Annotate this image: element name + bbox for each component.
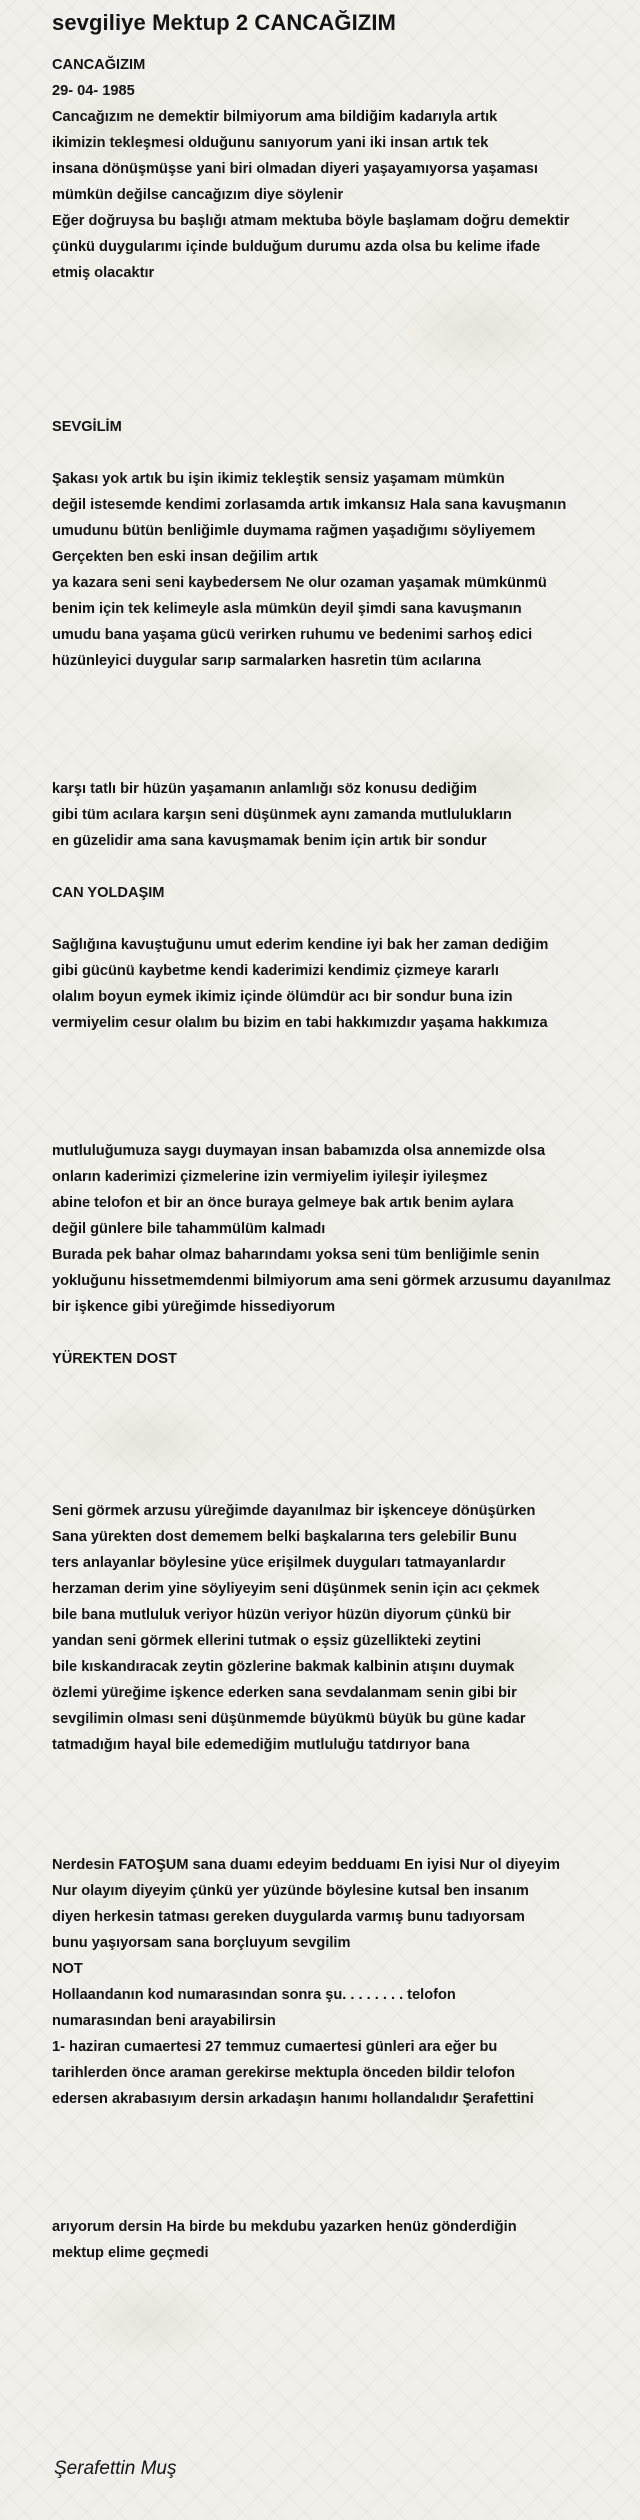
poem-line: Nerdesin FATOŞUM sana duamı edeyim bedduamı En iyisi Nur ol diyeyim <box>52 1857 560 1873</box>
poem-line: insana dönüşmüşse yani biri olmadan diyeri yaşayamıyorsa yaşaması <box>52 161 538 177</box>
poem-line: yandan seni görmek ellerini tutmak o eşsiz güzellikteki zeytini <box>52 1633 482 1649</box>
poem-line: sevgilimin olması seni düşünmemde büyükmü büyük bu güne kadar <box>52 1711 526 1727</box>
poem-line: Hollaandanın kod numarasından sonra şu. . . . . . . . telofon <box>52 1987 456 2003</box>
poem-line: numarasından beni arayabilirsin <box>52 2013 276 2029</box>
poem-line: tatmadığım hayal bile edemediğim mutluluğu tatdırıyor bana <box>52 1737 470 1753</box>
poem-line: bile bana mutluluk veriyor hüzün veriyor hüzün diyorum çünkü bir <box>52 1607 511 1623</box>
poem-line: etmiş olacaktır <box>52 265 155 281</box>
poem-line: yokluğunu hissetmemdenmi bilmiyorum ama seni görmek arzusumu dayanılmaz <box>52 1273 611 1289</box>
poem-line: Sana yürekten dost dememem belki başkalarına ters gelebilir Bunu <box>52 1529 517 1545</box>
poem-line: en güzelidir ama sana kavuşmamak benim için artık bir sondur <box>52 833 487 849</box>
poem-line: Nur olayım diyeyim çünkü yer yüzünde böylesine kutsal ben insanım <box>52 1883 529 1899</box>
poem-line: olalım boyun eymek ikimiz içinde ölümdür acı bir sondur buna izin <box>52 989 513 1005</box>
poem-line: bile kıskandıracak zeytin gözlerine bakmak kalbinin atışını duymak <box>52 1659 515 1675</box>
poem-line: mektup elime geçmedi <box>52 2245 209 2261</box>
poem-line: abine telofon et bir an önce buraya gelmeye bak artık benim aylara <box>52 1195 514 1211</box>
poem-line: YÜREKTEN DOST <box>52 1351 177 1367</box>
poem-line: Eğer doğruysa bu başlığı atmam mektuba böyle başlamam doğru demektir <box>52 213 570 229</box>
poem-line: Gerçekten ben eski insan değilim artık <box>52 549 319 565</box>
poem-line: çünkü duygularımı içinde bulduğum durumu azda olsa bu kelime ifade <box>52 239 541 255</box>
poem-line: hüzünleyici duygular sarıp sarmalarken hasretin tüm acılarına <box>52 653 482 669</box>
poem-line: CAN YOLDAŞIM <box>52 885 165 901</box>
poem-line: NOT <box>52 1961 83 1977</box>
poem-line: diyen herkesin tatması gereken duygularda varmış bunu tadıyorsam <box>52 1909 525 1925</box>
poem-line: arıyorum dersin Ha birde bu mekdubu yazarken henüz gönderdiğin <box>52 2219 517 2235</box>
poem-line: mümkün değilse cancağızım diye söylenir <box>52 187 344 203</box>
poem-line: umudunu bütün benliğimle duymama rağmen yaşadığımı söyliyemem <box>52 523 536 539</box>
poem-line: SEVGİLİM <box>52 419 122 435</box>
poem-line: CANCAĞIZIM <box>52 57 146 73</box>
poem-line: gibi gücünü kaybetme kendi kaderimizi kendimiz çizmeye kararlı <box>52 963 499 979</box>
poem-line: ikimizin tekleşmesi olduğunu sanıyorum yani iki insan artık tek <box>52 135 489 151</box>
poem-line: Cancağızım ne demektir bilmiyorum ama bildiğim kadarıyla artık <box>52 109 498 125</box>
poem-line: Seni görmek arzusu yüreğimde dayanılmaz bir işkenceye dönüşürken <box>52 1503 536 1519</box>
poem-line: Şakası yok artık bu işin ikimiz tekleştik sensiz yaşamam mümkün <box>52 471 505 487</box>
poem-line: ya kazara seni seni kaybedersem Ne olur ozaman yaşamak mümkünmü <box>52 575 547 591</box>
poem-line: değil günlere bile tahammülüm kalmadı <box>52 1221 326 1237</box>
poem-line: mutluluğumuza saygı duymayan insan babamızda olsa annemizde olsa <box>52 1143 546 1159</box>
poem-line: değil istesemde kendimi zorlasamda artık imkansız Hala sana kavuşmanın <box>52 497 567 513</box>
poem-line: karşı tatlı bir hüzün yaşamanın anlamlığı söz konusu dediğim <box>52 781 477 797</box>
poem-line: bir işkence gibi yüreğimde hissediyorum <box>52 1299 336 1315</box>
poem-line: özlemi yüreğime işkence ederken sana sevdalanmam senin gibi bir <box>52 1685 517 1701</box>
poem-line: gibi tüm acılara karşın seni düşünmek aynı zamanda mutlulukların <box>52 807 512 823</box>
poem-line: benim için tek kelimeyle asla mümkün deyil şimdi sana kavuşmanın <box>52 601 522 617</box>
poem-line: ters anlayanlar böylesine yüce erişilmek duyguları tatmayanlardır <box>52 1555 506 1571</box>
poem-line: umudu bana yaşama gücü verirken ruhumu ve bedenimi sarhoş edici <box>52 627 533 643</box>
poem-line: edersen akrabasıyım dersin arkadaşın hanımı hollandalıdır Şerafettini <box>52 2091 534 2107</box>
poem-line: herzaman derim yine söyliyeyim seni düşünmek senin için acı çekmek <box>52 1581 540 1597</box>
poem-line: Burada pek bahar olmaz baharındamı yoksa seni tüm benliğimle senin <box>52 1247 540 1263</box>
poem-line: tarihlerden önce araman gerekirse mektupla önceden bildir telofon <box>52 2065 516 2081</box>
poem-line: 29- 04- 1985 <box>52 83 135 99</box>
poem-title: sevgiliye Mektup 2 CANCAĞIZIM <box>52 10 396 35</box>
poem-line: bunu yaşıyorsam sana borçluyum sevgilim <box>52 1935 351 1951</box>
poem-line: 1- haziran cumaertesi 27 temmuz cumaertesi günleri ara eğer bu <box>52 2039 498 2055</box>
poem-line: onların kaderimizi çizmelerine izin vermiyelim iyileşir iyileşmez <box>52 1169 488 1185</box>
poem-line: vermiyelim cesur olalım bu bizim en tabi hakkımızdır yaşama hakkımıza <box>52 1015 548 1031</box>
poem-line: Sağlığına kavuştuğunu umut ederim kendine iyi bak her zaman dediğim <box>52 937 549 953</box>
author-signature[interactable]: Şerafettin Muş <box>54 2458 177 2479</box>
